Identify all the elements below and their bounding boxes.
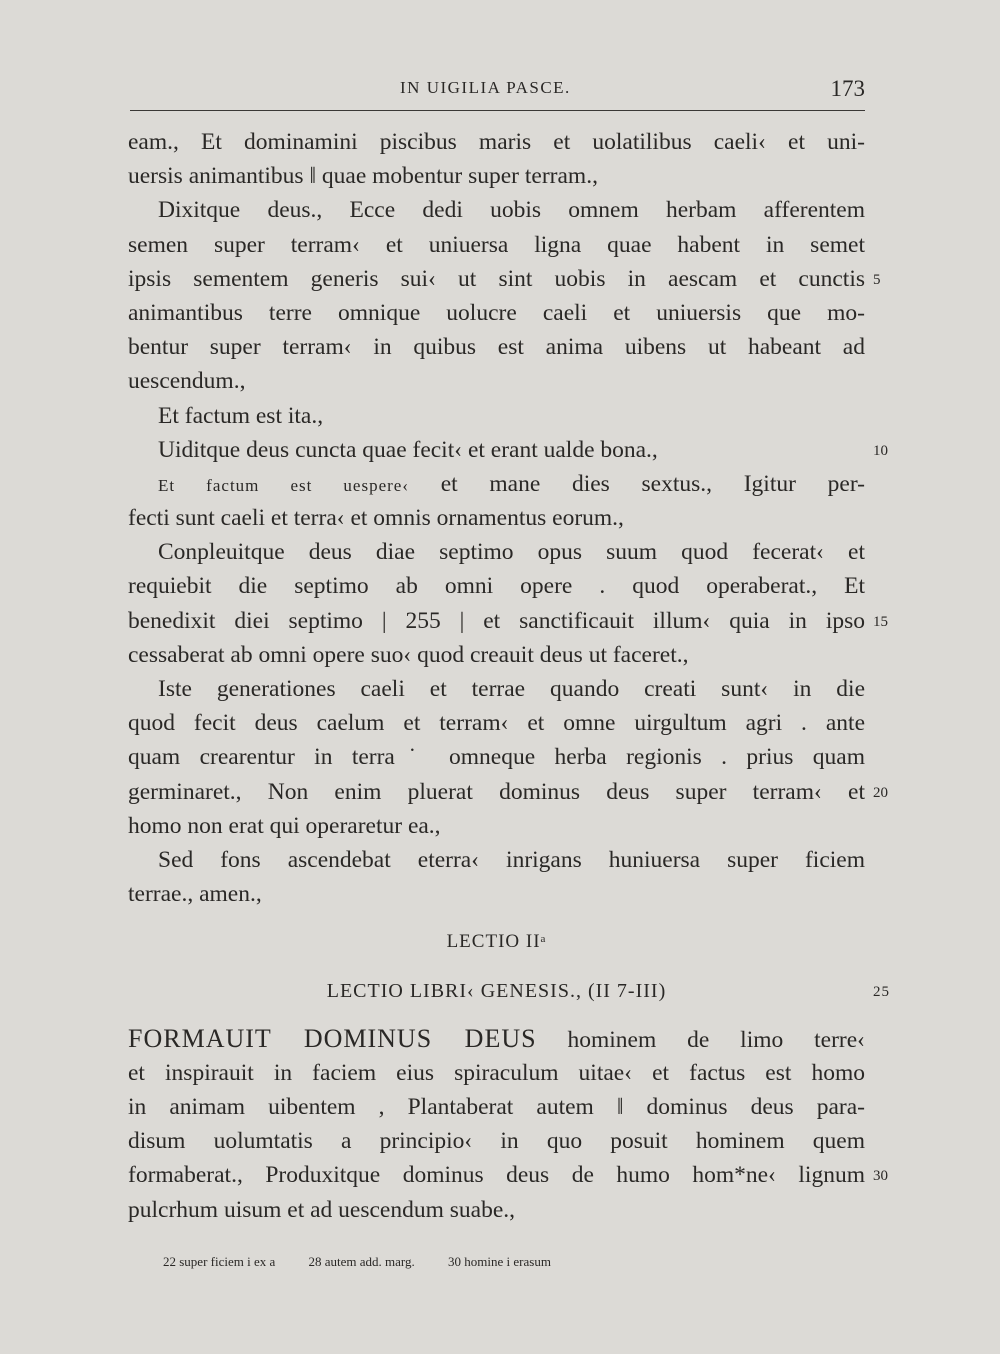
line-text: animantibus terre omnique uolucre caeli et uniuersis que mo- [128,299,865,326]
text-line [128,1090,865,1124]
line-number: 10 [873,442,888,459]
footnotes [163,1254,581,1270]
smallcaps-text: Et factum est uespere‹ [158,475,409,495]
lectio-subheading [128,974,890,1008]
text-line [128,159,865,193]
text-line [128,535,865,569]
line-text: formaberat., Produxitque dominus deus de humo hom*ne‹ lignum [128,1162,865,1189]
line-text: Iste generationes caeli et terrae quando creati sunt‹ in die [158,676,865,702]
text-line [128,809,865,843]
lectio-heading-superscript: a [540,933,547,946]
line-text: semen super terram‹ et uniuersa ligna quae habent in semet [128,231,865,258]
text-line [128,775,888,809]
text-line [128,638,865,672]
line-text: Uiditque deus cuncta quae fecit‹ et erant ualde bona., [158,436,658,463]
line-text: uersis animantibus ‖ quae mobentur super terram., [128,163,598,190]
text-line [128,330,865,364]
line-text: homo non erat qui operaretur ea., [128,812,441,839]
spacer [128,960,865,974]
text-line [128,399,865,433]
text-line [128,262,881,296]
line-text: in animam uibentem , Plantaberat autem ‖ dominus deus para- [128,1094,865,1121]
text-line [128,364,865,398]
header-rule [130,110,865,111]
text-line [128,433,888,467]
line-text: quod fecit deus caelum et terram‹ et omne uirgultum agri . ante [128,710,865,737]
line-text: Conpleuitque deus diae septimo opus suum quod fecerat‹ et [158,539,865,566]
lectio-subheading-text: LECTIO LIBRI‹ GENESIS., (II 7-III) [326,979,667,1002]
text-line [128,1056,865,1090]
line-number: 15 [873,613,888,630]
line-number: 25 [873,983,890,1000]
line-text: fecti sunt caeli et terra‹ et omnis ornamentus eorum., [128,505,624,532]
line-number: 20 [873,784,888,801]
text-line [128,1193,865,1227]
line-text: Sed fons ascendebat eterra‹ inrigans huniuersa super ficiem [158,846,865,873]
page-header [130,78,865,108]
line-text: et mane dies sextus., Igitur per- [409,470,865,497]
running-head: IN UIGILIA PASCE. [400,78,571,97]
line-text: et inspirauit in faciem eius spiraculum uitae‹ et factus est homo [128,1059,865,1086]
footnote: 28 autem add. marg. [308,1254,415,1269]
line-text: bentur super terram‹ in quibus est anima uibens ut habeant ad [128,334,865,361]
text-line [128,706,865,740]
text-line [128,193,865,227]
lectio-heading [128,925,865,959]
text-line [128,296,865,330]
lectio-heading-text: LECTIO II [446,931,541,953]
line-text: Et factum est ita., [158,402,324,429]
text-line [128,1022,865,1056]
text-line [128,501,865,535]
line-text: cessaberat ab omni opere suo‹ quod creauit deus ut faceret., [128,641,689,668]
initial-caps: FORMAUIT DOMINUS DEUS [128,1023,537,1053]
text-line [128,228,865,262]
line-number: 30 [873,1168,888,1185]
line-text: ipsis sementem generis sui‹ ut sint uobis in aescam et cunctis [128,265,865,292]
line-text: benedixit diei septimo | 255 | et sanctificauit illum‹ quia in ipso [128,607,865,634]
text-line [128,1124,865,1158]
text-line [128,604,888,638]
text-line [128,125,865,159]
line-text: quam crearentur in terra˙ omneque herba regionis . prius quam [128,744,865,771]
footnote: 22 super ficiem i ex a [163,1254,276,1269]
text-line [128,843,865,877]
line-text: Dixitque deus., Ecce dedi uobis omnem herbam afferentem [158,197,865,224]
spacer [128,911,865,925]
text-line [128,1158,888,1192]
text-line [128,740,865,774]
text-line [128,672,865,706]
footnote: 30 homine i erasum [448,1254,551,1269]
line-number: 5 [873,271,881,288]
spacer [128,1008,865,1022]
text-line [128,467,865,501]
line-text: hominem de limo terre‹ [536,1026,866,1053]
line-text: pulcrhum uisum et ad uescendum suabe., [128,1196,516,1223]
line-text: eam., Et dominamini piscibus maris et uolatilibus caeli‹ et uni- [128,129,865,155]
line-text: uescendum., [128,368,246,395]
text-line [128,569,865,603]
line-text: terrae., amen., [128,881,262,908]
line-text: requiebit die septimo ab omni opere . quod operaberat., Et [128,573,865,600]
line-text: disum uolumtatis a principio‹ in quo posuit hominem quem [128,1128,865,1155]
line-text: germinaret., Non enim pluerat dominus deus super terram‹ et [128,778,865,805]
page-number: 173 [830,76,865,101]
main-text [128,125,890,1227]
text-line [128,877,865,911]
